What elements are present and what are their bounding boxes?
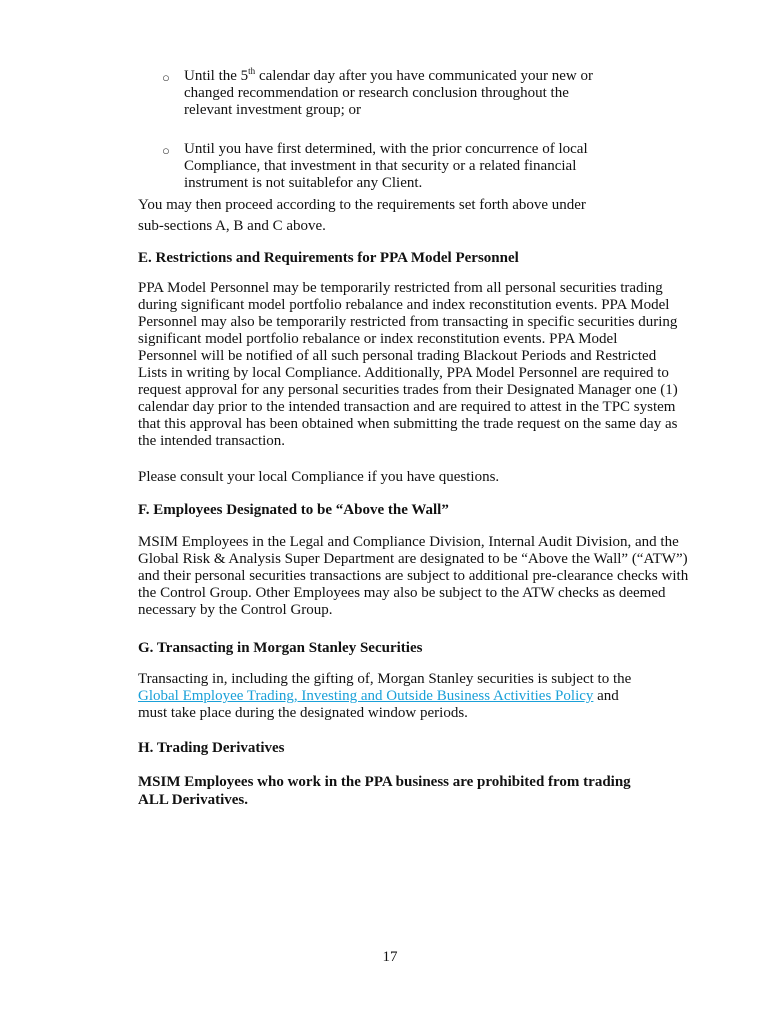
bullet-icon: ○	[162, 143, 170, 158]
proceed-line-2: sub-sections A, B and C above.	[138, 218, 326, 234]
bullet-text: Until the 5	[184, 68, 249, 84]
section-g-text: must take place during the designated window periods.	[138, 705, 468, 721]
bullet-item-1	[184, 68, 593, 119]
bullet-text: calendar day after you have communicated your new or changed recommendation or research conclusion throughout the relevant investment group; or	[184, 68, 593, 118]
section-f-heading: F. Employees Designated to be “Above the Wall”	[138, 502, 449, 518]
superscript: th	[248, 66, 256, 76]
section-g-body	[138, 671, 631, 722]
section-h-body: MSIM Employees who work in the PPA business are prohibited from trading ALL Derivatives.	[138, 774, 631, 808]
bullet-item-2: Until you have first determined, with the prior concurrence of local Compliance, that investment in that security or a related financial instrument is not suitablefor any Client.	[184, 141, 588, 191]
section-g-text: and	[593, 688, 619, 704]
proceed-line-1: You may then proceed according to the requirements set forth above under	[138, 197, 586, 213]
section-e-consult: Please consult your local Compliance if you have questions.	[138, 469, 500, 485]
policy-link[interactable]: Global Employee Trading, Investing and Outside Business Activities Policy	[138, 688, 594, 704]
section-f-body: MSIM Employees in the Legal and Compliance Division, Internal Audit Division, and the Global Risk & Analysis Super Department are designated to be “Above the Wall” (“ATW”) and their personal securities transactions are subject to additional pre-clearance checks with the Control Group. Other Employees may also be subject to the ATW checks as deemed necessary by the Control Group.	[138, 534, 689, 618]
section-g-heading: G. Transacting in Morgan Stanley Securities	[138, 640, 423, 656]
section-e-heading: E. Restrictions and Requirements for PPA Model Personnel	[138, 250, 519, 266]
page-number: 17	[382, 949, 398, 965]
section-h-heading: H. Trading Derivatives	[138, 740, 285, 756]
section-g-text: Transacting in, including the gifting of, Morgan Stanley securities is subject to the	[138, 671, 632, 687]
section-e-body: PPA Model Personnel may be temporarily restricted from all personal securities trading during significant model portfolio rebalance and index reconstitution events. PPA Model Personnel may also be temporarily restricted from transacting in specific securities during significant model portfolio rebalance or index reconstitution events. PPA Model Personnel will be notified of all such personal trading Blackout Periods and Restricted Lists in writing by local Compliance. Additionally, PPA Model Personnel are required to request approval for any personal securities trades from their Designated Manager one (1) calendar day prior to the intended transaction and are required to attest in the TPC system that this approval has been obtained when submitting the trade request on the same day as the intended transaction.	[138, 280, 678, 449]
bullet-icon: ○	[162, 70, 170, 85]
